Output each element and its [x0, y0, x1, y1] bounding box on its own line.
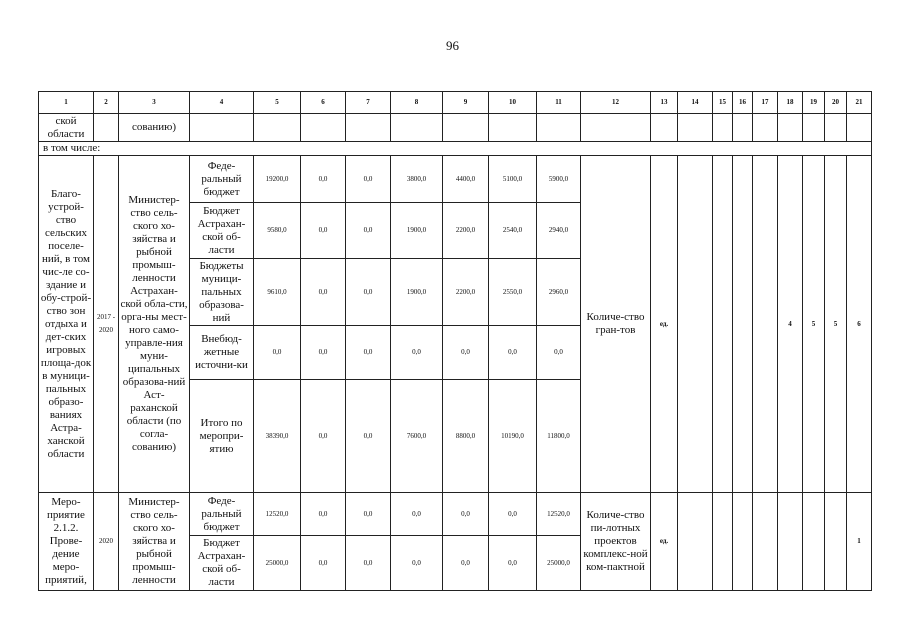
m1-r4-v0: 38390,0	[254, 380, 301, 493]
m1-r4-v3: 7600,0	[391, 380, 443, 493]
m1-c18: 4	[778, 156, 803, 493]
m2-unit: ед.	[651, 493, 678, 591]
m2-r1-v2: 0,0	[346, 536, 391, 591]
m1-r1-v1: 0,0	[301, 203, 346, 259]
m1-r0-v4: 4400,0	[443, 156, 489, 203]
m1-row-0	[39, 156, 872, 203]
m1-r0-v2: 0,0	[346, 156, 391, 203]
m2-r1-v1: 0,0	[301, 536, 346, 591]
m1-r4-v5: 10190,0	[489, 380, 537, 493]
m1-r1-v2: 0,0	[346, 203, 391, 259]
cont-cell-3: сованию)	[119, 114, 190, 142]
m1-executor: Министер-ство сель-ского хо-зяйства и рыбной промыш-ленности Астрахан-ской обла-сти, орга-ны мест-ного само-управле-ния муни-ципальных образова-ний Аст-раханской области (по согла-сованию)	[119, 156, 190, 493]
m2-r0-v0: 12520,0	[254, 493, 301, 536]
m1-r4-v6: 11800,0	[537, 380, 581, 493]
m1-name: Благо-устрой-ство сельских поселе-ний, в том чис-ле со-здание и обу-строй-ство зон отдыха и дет-ских игровых площа-док в муници-пальных образо-ваниях Астра-ханской области	[39, 156, 94, 493]
m1-r3-v2: 0,0	[346, 326, 391, 380]
m2-period: 2020	[94, 493, 119, 591]
m1-r3-v5: 0,0	[489, 326, 537, 380]
header-col-17: 17	[753, 92, 778, 114]
m2-r0-v1: 0,0	[301, 493, 346, 536]
m1-r4-v4: 8800,0	[443, 380, 489, 493]
m1-unit: ед.	[651, 156, 678, 493]
m1-r2-v5: 2550,0	[489, 259, 537, 326]
m1-r2-v4: 2200,0	[443, 259, 489, 326]
m1-r1-v3: 1900,0	[391, 203, 443, 259]
program-table	[38, 91, 872, 591]
header-col-13: 13	[651, 92, 678, 114]
m1-c20: 5	[825, 156, 847, 493]
header-col-7: 7	[346, 92, 391, 114]
header-col-19: 19	[803, 92, 825, 114]
m2-source-1: Бюджет Астрахан-ской об-ласти	[190, 536, 254, 591]
m2-r0-v6: 12520,0	[537, 493, 581, 536]
m1-r0-v6: 5900,0	[537, 156, 581, 203]
m1-indicator: Количе-ство гран-тов	[581, 156, 651, 493]
header-col-4: 4	[190, 92, 254, 114]
header-col-3: 3	[119, 92, 190, 114]
header-col-10: 10	[489, 92, 537, 114]
m1-r1-v5: 2540,0	[489, 203, 537, 259]
m2-r0-v5: 0,0	[489, 493, 537, 536]
m2-executor: Министер-ство сель-ского хо-зяйства и рыбной промыш-ленности	[119, 493, 190, 591]
m1-source-4: Итого по меропри-ятию	[190, 380, 254, 493]
m2-r1-v0: 25000,0	[254, 536, 301, 591]
subheading: в том числе:	[39, 142, 872, 156]
header-col-8: 8	[391, 92, 443, 114]
m1-period: 2017 - 2020	[94, 156, 119, 493]
continuation-row	[39, 114, 872, 142]
m1-r2-v6: 2960,0	[537, 259, 581, 326]
m2-name: Меро-приятие 2.1.2. Прове-дение меро-приятий,	[39, 493, 94, 591]
m1-r3-v6: 0,0	[537, 326, 581, 380]
cont-cell-1: ской области	[39, 114, 94, 142]
m2-source-0: Феде-ральный бюджет	[190, 493, 254, 536]
m2-r1-v4: 0,0	[443, 536, 489, 591]
m1-c19: 5	[803, 156, 825, 493]
header-col-12: 12	[581, 92, 651, 114]
m1-r2-v3: 1900,0	[391, 259, 443, 326]
m1-source-1: Бюджет Астрахан-ской об-ласти	[190, 203, 254, 259]
m1-source-0: Феде-ральный бюджет	[190, 156, 254, 203]
header-col-18: 18	[778, 92, 803, 114]
m1-r1-v0: 9580,0	[254, 203, 301, 259]
header-col-15: 15	[713, 92, 733, 114]
m2-r1-v5: 0,0	[489, 536, 537, 591]
header-col-9: 9	[443, 92, 489, 114]
header-col-14: 14	[678, 92, 713, 114]
m2-r1-v6: 25000,0	[537, 536, 581, 591]
m1-r0-v3: 3800,0	[391, 156, 443, 203]
m1-r4-v1: 0,0	[301, 380, 346, 493]
header-col-2: 2	[94, 92, 119, 114]
m1-r4-v2: 0,0	[346, 380, 391, 493]
m1-r2-v1: 0,0	[301, 259, 346, 326]
header-col-11: 11	[537, 92, 581, 114]
page-number: 96	[446, 38, 459, 53]
m1-r0-v5: 5100,0	[489, 156, 537, 203]
m1-r1-v4: 2200,0	[443, 203, 489, 259]
m2-indicator: Количе-ство пи-лотных проектов комплекс-ной ком-пактной	[581, 493, 651, 591]
m1-r3-v1: 0,0	[301, 326, 346, 380]
m2-r0-v3: 0,0	[391, 493, 443, 536]
m1-r0-v1: 0,0	[301, 156, 346, 203]
m1-r3-v3: 0,0	[391, 326, 443, 380]
m1-r3-v4: 0,0	[443, 326, 489, 380]
header-col-6: 6	[301, 92, 346, 114]
m1-source-3: Внебюд-жетные источни-ки	[190, 326, 254, 380]
m1-r2-v2: 0,0	[346, 259, 391, 326]
header-col-21: 21	[847, 92, 872, 114]
header-col-1: 1	[39, 92, 94, 114]
header-row	[39, 92, 872, 114]
m2-r0-v2: 0,0	[346, 493, 391, 536]
header-col-20: 20	[825, 92, 847, 114]
subheading-row	[39, 142, 872, 156]
header-col-5: 5	[254, 92, 301, 114]
m1-source-2: Бюджеты муници-пальных образова-ний	[190, 259, 254, 326]
m1-c21: 6	[847, 156, 872, 493]
m2-c21: 1	[847, 493, 872, 591]
m2-r1-v3: 0,0	[391, 536, 443, 591]
m1-r0-v0: 19200,0	[254, 156, 301, 203]
m2-r0-v4: 0,0	[443, 493, 489, 536]
header-col-16: 16	[733, 92, 753, 114]
m1-r1-v6: 2940,0	[537, 203, 581, 259]
m2-row-0	[39, 493, 872, 536]
m1-r2-v0: 9610,0	[254, 259, 301, 326]
m1-r3-v0: 0,0	[254, 326, 301, 380]
